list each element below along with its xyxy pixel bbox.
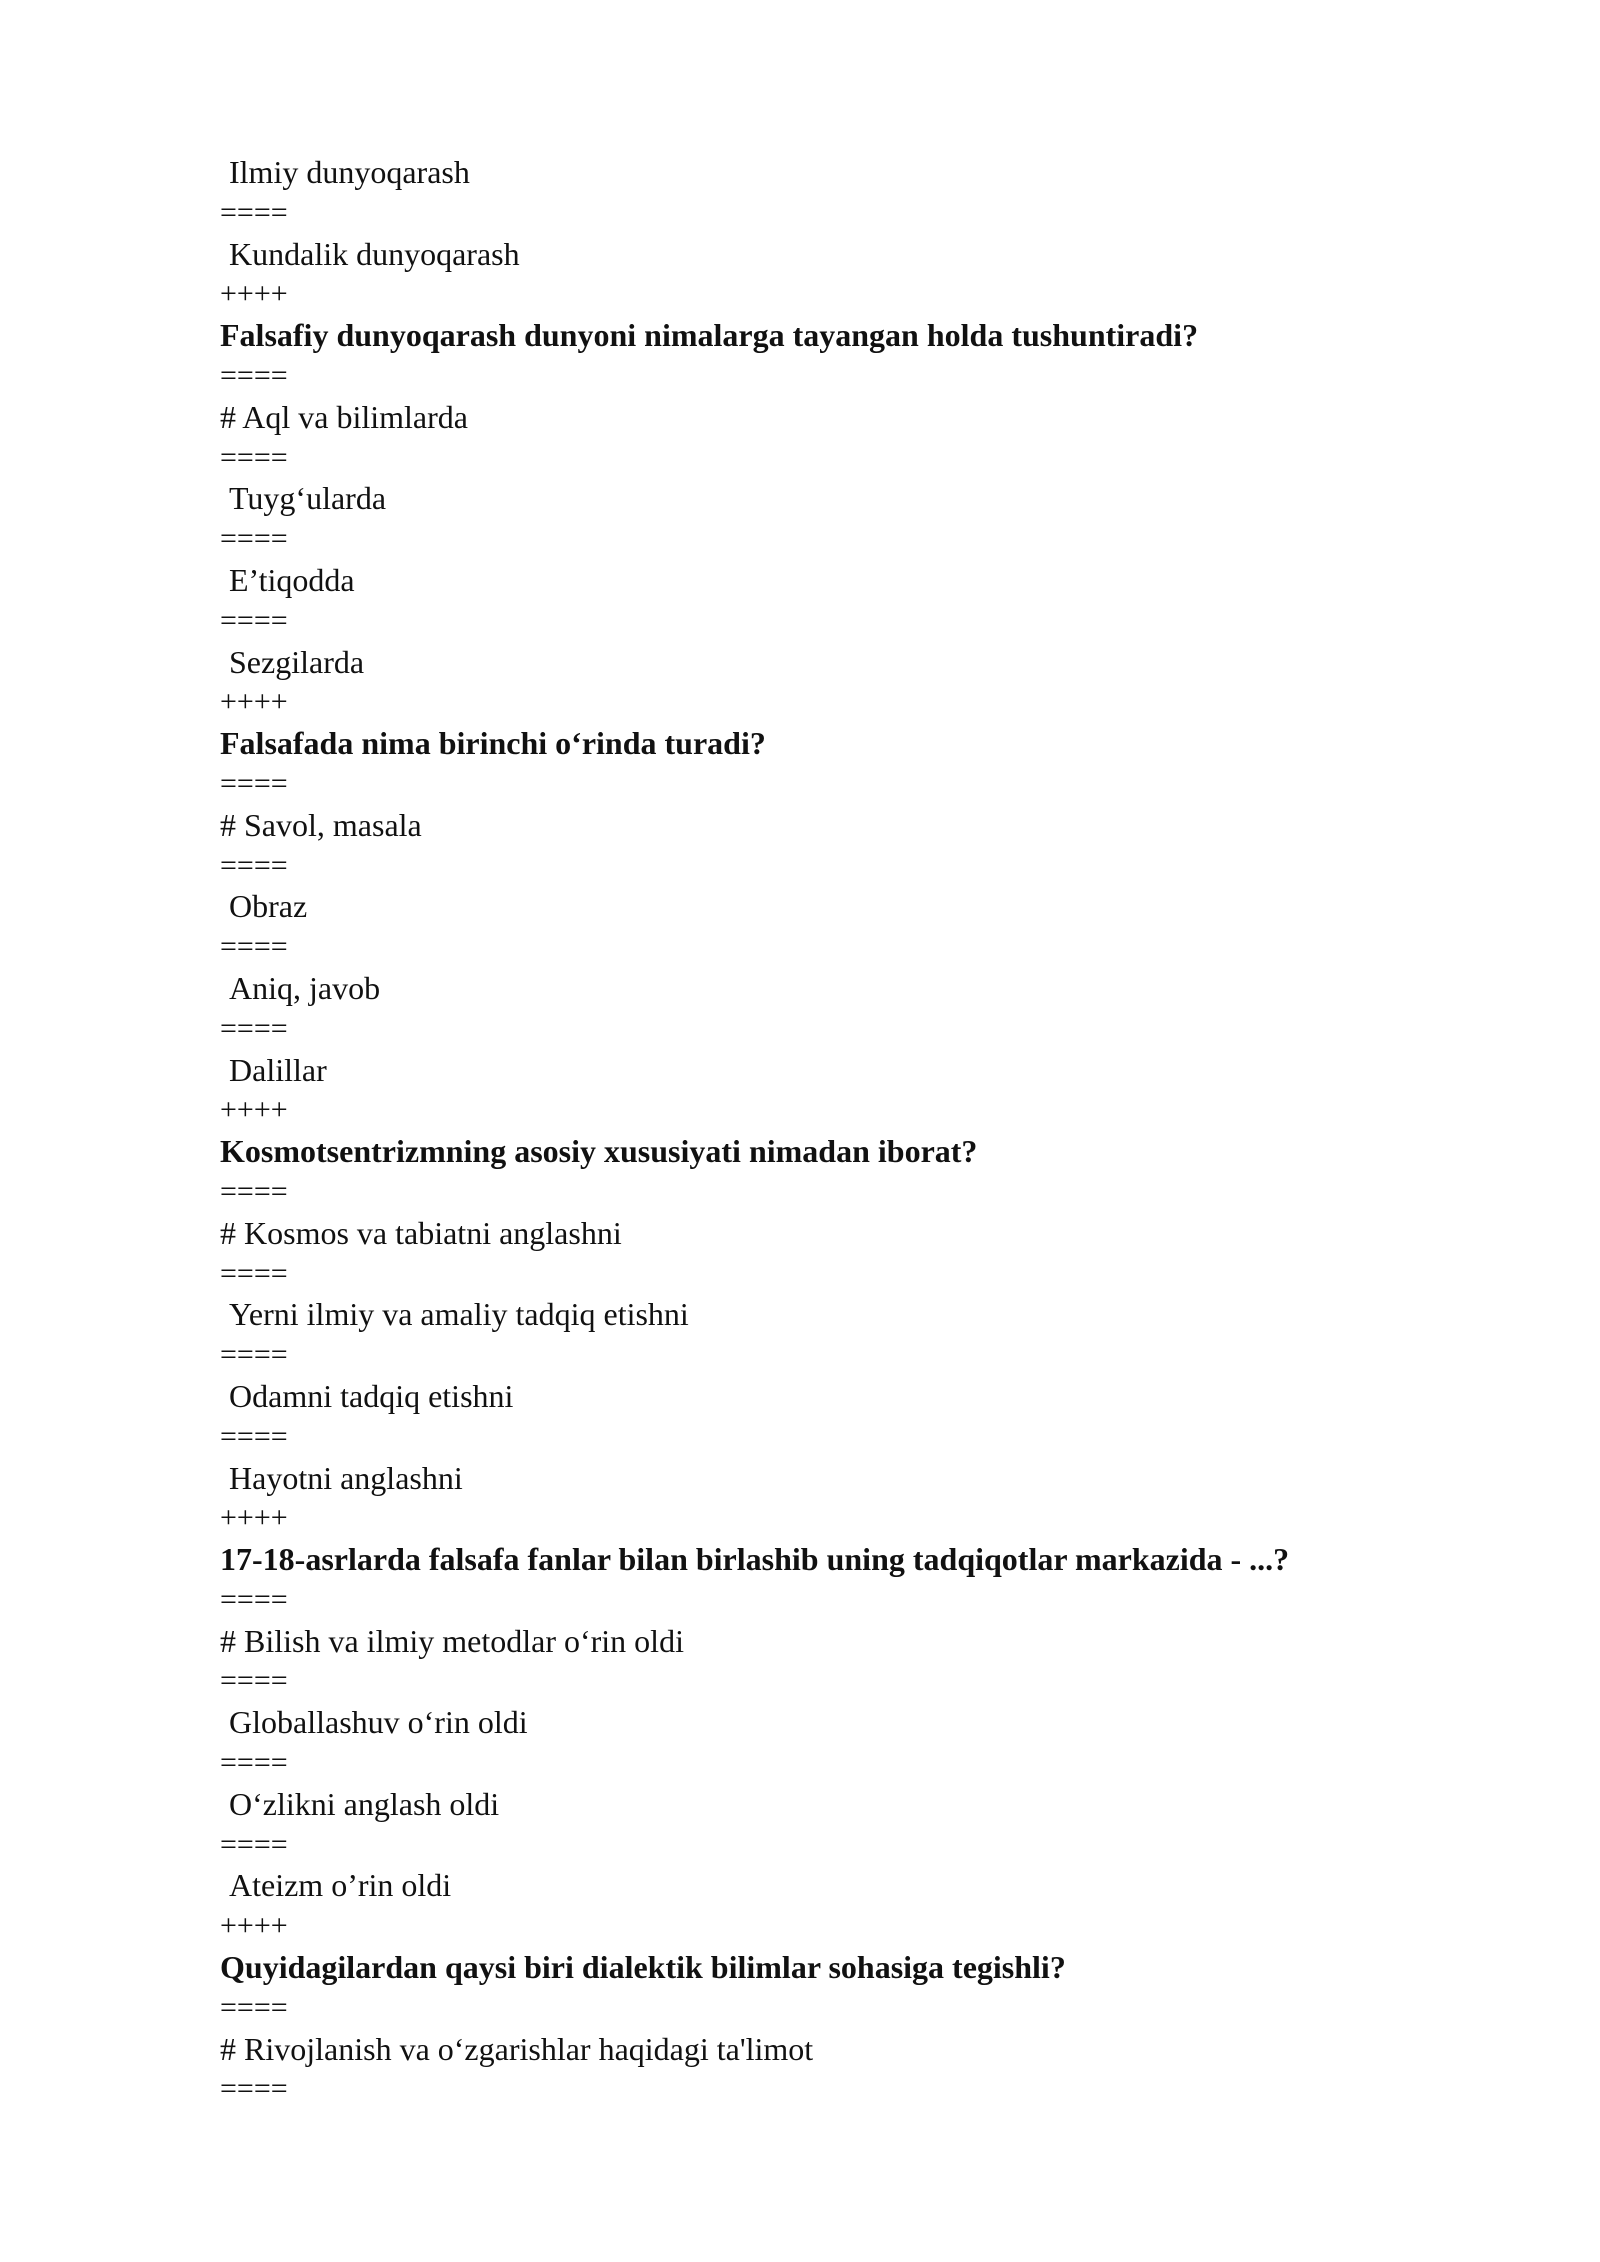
quiz-text-body — [220, 152, 1460, 2110]
separator-line: ==== — [220, 440, 288, 474]
option-line: Globallashuv o‘rin oldi — [229, 1704, 528, 1741]
correct-answer-line: # Rivojlanish va o‘zgarishlar haqidagi ta'limot — [220, 2030, 814, 2067]
separator-line: ==== — [220, 195, 288, 229]
separator-line: ==== — [220, 930, 288, 964]
separator-line: ==== — [220, 848, 288, 882]
separator-line: ==== — [220, 1338, 288, 1372]
correct-answer-line: # Savol, masala — [220, 806, 422, 843]
option-line: Kundalik dunyoqarash — [229, 235, 520, 272]
question-line: Quyidagilardan qaysi biri dialektik bilimlar sohasiga tegishli? — [220, 1949, 1066, 1986]
option-line: Sezgilarda — [229, 643, 365, 680]
separator-line: ==== — [220, 1582, 288, 1616]
option-line: Ilmiy dunyoqarash — [229, 154, 470, 190]
option-line: Aniq, javob — [229, 969, 381, 1006]
option-line: E’tiqodda — [229, 561, 355, 598]
separator-line: ==== — [220, 1990, 288, 2024]
separator-line: ==== — [220, 2072, 288, 2106]
separator-line: ==== — [220, 1011, 288, 1045]
option-line: Tuyg‘ularda — [229, 480, 387, 517]
correct-answer-line: # Aql va bilimlarda — [220, 398, 468, 435]
question-line: 17-18-asrlarda falsafa fanlar bilan birlashib uning tadqiqotlar markazida - ...? — [220, 1541, 1290, 1578]
separator-line: ++++ — [220, 685, 288, 719]
option-line: O‘zlikni anglash oldi — [229, 1785, 500, 1822]
separator-line: ==== — [220, 1419, 288, 1453]
separator-line: ++++ — [220, 277, 288, 311]
separator-line: ++++ — [220, 1501, 288, 1535]
option-line: Yerni ilmiy va amaliy tadqiq etishni — [229, 1296, 689, 1333]
separator-line: ++++ — [220, 1909, 288, 1943]
separator-line: ==== — [220, 766, 288, 800]
correct-answer-line: # Bilish va ilmiy metodlar o‘rin oldi — [220, 1622, 684, 1659]
question-line: Falsafada nima birinchi o‘rinda turadi? — [220, 725, 766, 762]
separator-line: ==== — [220, 603, 288, 637]
option-line: Ateizm o’rin oldi — [229, 1867, 452, 1904]
separator-line: ==== — [220, 1746, 288, 1780]
separator-line: ==== — [220, 1256, 288, 1290]
separator-line: ==== — [220, 1664, 288, 1698]
option-line: Obraz — [229, 888, 308, 925]
option-line: Odamni tadqiq etishni — [229, 1377, 514, 1414]
question-line: Kosmotsentrizmning asosiy xususiyati nimadan iborat? — [220, 1133, 978, 1170]
separator-line: ==== — [220, 1174, 288, 1208]
correct-answer-line: # Kosmos va tabiatni anglashni — [220, 1214, 622, 1251]
separator-line: ==== — [220, 358, 288, 392]
option-line: Dalillar — [229, 1051, 327, 1088]
separator-line: ==== — [220, 1827, 288, 1861]
separator-line: ==== — [220, 522, 288, 556]
option-line: Hayotni anglashni — [229, 1459, 463, 1496]
separator-line: ++++ — [220, 1093, 288, 1127]
question-line: Falsafiy dunyoqarash dunyoni nimalarga tayangan holda tushuntiradi? — [220, 317, 1199, 354]
